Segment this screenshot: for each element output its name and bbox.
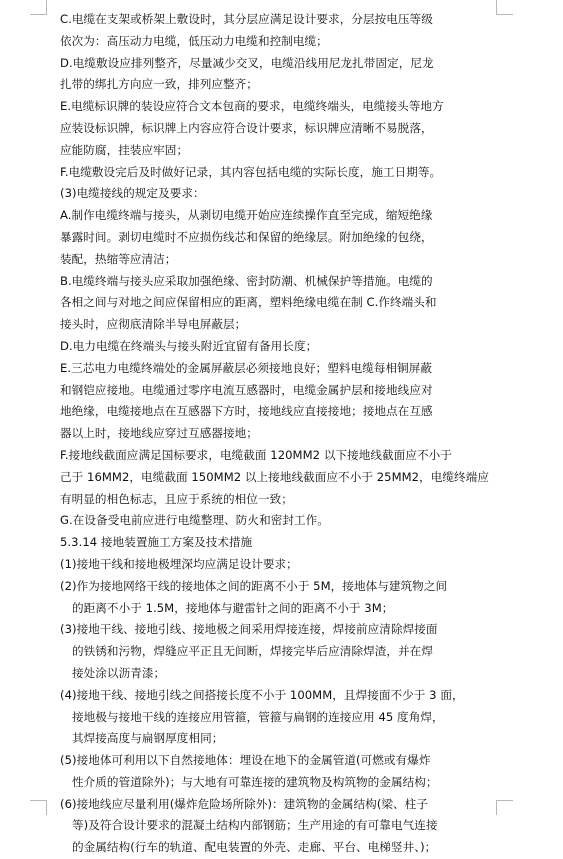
text-line: B.电缆终端与接头应采取加强绝缘、密封防潮、机械保护等措施。电缆的 bbox=[60, 273, 433, 288]
document-body bbox=[60, 9, 500, 859]
text-line: (4)接地干线、接地引线之间搭接长度不小于 100MM，且焊接面不少于 3 面， bbox=[60, 687, 464, 702]
text-line: 装配，热缩等应清洁； bbox=[60, 251, 177, 266]
text-line: 暴露时间。剥切电缆时不应损伤线芯和保留的绝缘层。附加绝缘的包绕， bbox=[60, 229, 433, 244]
text-line: 等)及符合设计要求的混凝土结构内部钢筋；生产用途的有可靠电气连接 bbox=[72, 818, 438, 833]
text-line: C.电缆在支架或桥架上敷设时，其分层应满足设计要求，分层按电压等级 bbox=[60, 12, 433, 26]
text-line: 接头时，应彻底清除半导电屏蔽层； bbox=[60, 317, 247, 332]
text-line: (3)电缆接线的规定及要求： bbox=[60, 186, 205, 201]
text-line: (2)作为接地网络干线的接地体之间的距离不小于 5M，接地体与建筑物之间 bbox=[60, 578, 448, 593]
text-line: F.接地线截面应满足国标要求，电缆截面 120MM2 以下接地线截面应不小于 bbox=[60, 447, 452, 462]
text-line: (5)接地体可利用以下自然接地体：埋设在地下的金属管道(可燃或有爆炸 bbox=[60, 753, 431, 768]
text-line: E.电缆标识牌的装设应符合文本包商的要求，电缆终端头，电缆接头等地方 bbox=[60, 99, 444, 114]
text-line: 器以上时，接地线应穿过互感器接地； bbox=[60, 426, 258, 441]
text-line: 接地极与接地干线的连接应用管箍，管箍与扁钢的连接应用 45 度角焊， bbox=[72, 709, 444, 724]
crop-mark-top-left bbox=[30, 0, 47, 15]
text-line: G.在设备受电前应进行电缆整理、防火和密封工作。 bbox=[60, 513, 329, 528]
text-line: 的铁锈和污物，焊缝应平正且无间断，焊接完毕后应清除焊渣，并在焊 bbox=[72, 644, 433, 659]
text-line: 各相之间与对地之间应保留相应的距离，塑料绝缘电缆在制 C.作终端头和 bbox=[60, 295, 437, 310]
text-line: A.制作电缆终端与接头，从剥切电缆开始应连续操作直至完成，缩短绝缘 bbox=[60, 208, 433, 223]
text-line: 的距离不小于 1.5M，接地体与避雷针之间的距离不小于 3M； bbox=[72, 600, 394, 615]
text-line: D.电力电缆在终端头与接头附近宜留有备用长度； bbox=[60, 338, 318, 353]
text-line: 接处涂以沥青漆； bbox=[72, 665, 166, 680]
text-line: 的金属结构(行车的轨道、配电装置的外壳、走廊、平台、电梯竖井、)； bbox=[72, 840, 437, 855]
crop-mark-bottom-left bbox=[30, 800, 47, 815]
text-line: 扎带的绑扎方向应一致，排列应整齐； bbox=[60, 77, 258, 92]
text-line: 己于 16MM2，电缆截面 150MM2 以上接地线截面应不小于 25MM2，电缆终端应 bbox=[60, 469, 489, 484]
text-line: 性介质的管道除外)；与大地有可靠连接的建筑物及构筑物的金属结构； bbox=[72, 774, 438, 789]
text-line: 应装设标识牌，标识牌上内容应符合设计要求，标识牌应清晰不易脱落， bbox=[60, 120, 433, 135]
text-line: 有明显的相色标志，且应于系统的相位一致； bbox=[60, 491, 293, 506]
text-line: 5.3.14 接地装置施工方案及技术措施 bbox=[60, 535, 253, 550]
text-line: 应能防腐，挂装应牢固； bbox=[60, 142, 189, 157]
text-line: F.电缆敷设完后及时做好记录，其内容包括电缆的实际长度，施工日期等。 bbox=[60, 164, 442, 179]
text-line: 地绝缘，电缆接地点在互感器下方时，接地线应直接接地；接地点在互感 bbox=[60, 404, 433, 419]
text-line: E.三芯电力电缆终端处的金属屏蔽层必须接地良好；塑料电缆每相铜屏蔽 bbox=[60, 360, 433, 375]
text-line: (6)接地线应尽量利用(爆炸危险场所除外)：建筑物的金属结构(梁、柱子 bbox=[60, 796, 428, 811]
text-line: D.电缆敷设应排列整齐，尽量减少交叉，电缆沿线用尼龙扎带固定，尼龙 bbox=[60, 55, 434, 70]
text-line: (3)接地干线、接地引线、接地极之间采用焊接连接，焊接前应清除焊接面 bbox=[60, 622, 438, 637]
text-line: 和钢铠应接地。电缆通过零序电流互感器时，电缆金属护层和接地线应对 bbox=[60, 382, 433, 397]
text-line: 其焊接高度与扁钢厚度相同； bbox=[72, 731, 224, 746]
text-line: 依次为：高压动力电缆，低压动力电缆和控制电缆； bbox=[60, 33, 328, 48]
text-line: (1)接地干线和接地极埋深均应满足设计要求； bbox=[60, 556, 298, 571]
